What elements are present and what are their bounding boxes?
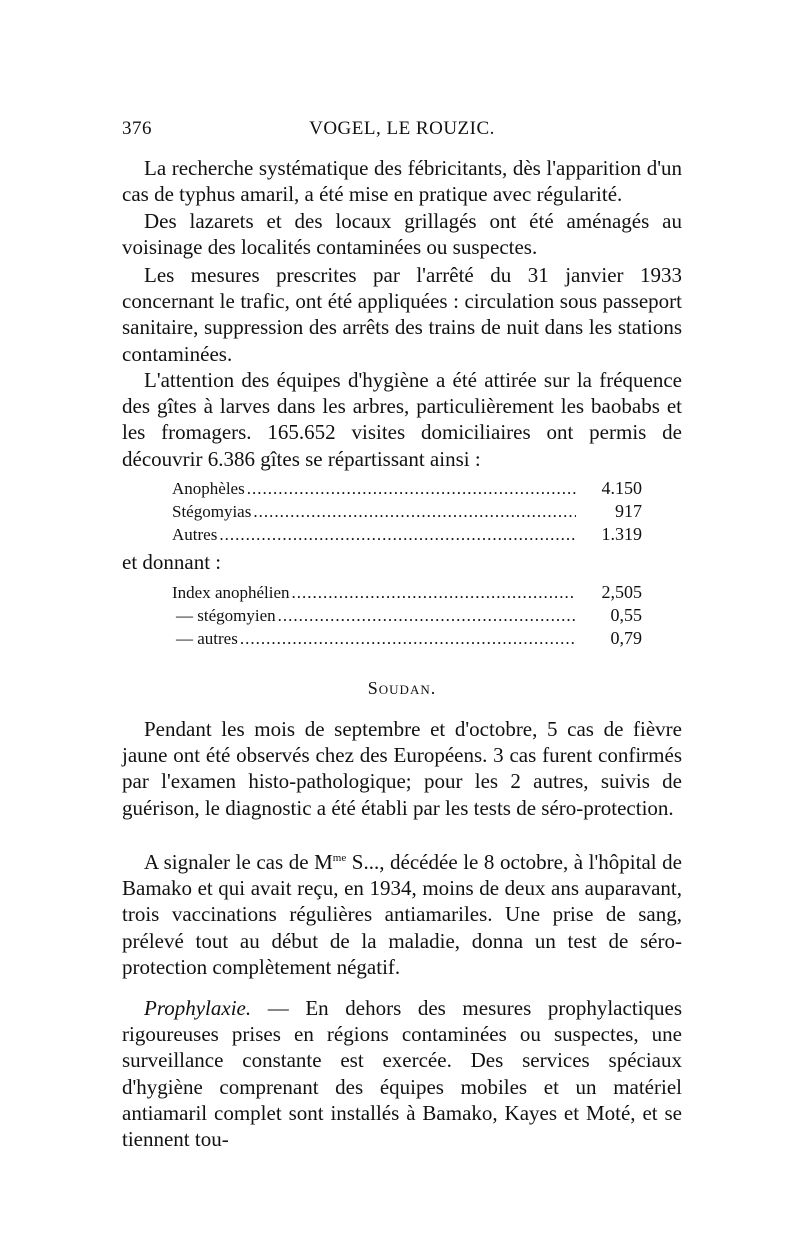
list-item	[172, 628, 642, 650]
page-number: 376	[122, 118, 152, 139]
paragraph-recherche: La recherche systématique des fébricitants, dès l'apparition d'un cas de typhus amaril, a été mise en pratique avec régularité.	[122, 156, 682, 207]
list-item	[172, 582, 642, 604]
list-item-label: Stégomyias	[172, 502, 252, 521]
gites-list	[172, 478, 642, 548]
list-item-value: 0,55	[610, 605, 642, 625]
leader-dots	[247, 479, 576, 499]
running-head: VOGEL, LE ROUZIC.	[309, 118, 495, 139]
list-item	[172, 501, 642, 523]
list-item	[172, 524, 642, 546]
leader-dots	[253, 502, 576, 522]
prophylaxie-lead: Prophylaxie.	[144, 996, 252, 1020]
paragraph-mesures: Les mesures prescrites par l'arrêté du 31 janvier 1933 concernant le trafic, ont été appliquées : circulation sous passeport sanitaire, suppression des arrêts des trains de nuit dans les stations contaminées.	[122, 263, 682, 366]
list-item-label: Index anophélien	[172, 583, 290, 602]
list-item-value: 2,505	[601, 582, 642, 602]
list-item-value: 4.150	[601, 478, 642, 498]
paragraph-signaler-start: A signaler le cas de M	[144, 850, 333, 874]
superscript: me	[332, 852, 347, 864]
leader-dots	[292, 583, 576, 603]
list-item-label: — autres	[176, 629, 238, 648]
index-list	[172, 582, 642, 652]
list-item-value: 917	[615, 501, 642, 521]
leader-dots	[219, 525, 576, 545]
list-item	[172, 605, 642, 627]
paragraph-attention: L'attention des équipes d'hygiène a été attirée sur la fréquence des gîtes à larves dans les arbres, particulièrement les baobabs et les fromagers. 165.652 visites domiciliaires ont permis de découvrir 6.386 gîtes se répartissant ainsi :	[122, 368, 682, 471]
list-item-label: — stégomyien	[176, 606, 276, 625]
paragraph-prophylaxie	[122, 995, 682, 1152]
et-donnant-text: et donnant :	[122, 550, 222, 574]
list-item	[172, 478, 642, 500]
page-header	[122, 118, 682, 144]
paragraph-lazarets: Des lazarets et des locaux grillagés ont été aménagés au voisinage des localités contaminées ou suspectes.	[122, 209, 682, 260]
list-item-label: Autres	[172, 525, 218, 544]
list-item-label: Anophèles	[172, 479, 245, 498]
paragraph-signaler-rest: S..., décédée le 8 octobre, à l'hôpital de Bamako et qui avait reçu, en 1934, moins de deux ans auparavant, trois vaccinations régulières antiamariles. Une prise de sang, prélevé tout au début de la maladie, donna un test de séro-protection complètement négatif.	[122, 850, 682, 979]
leader-dots	[278, 606, 576, 626]
list-item-value: 0,79	[610, 628, 642, 648]
section-title: Soudan.	[367, 678, 437, 698]
leader-dots	[240, 629, 576, 649]
paragraph-pendant: Pendant les mois de septembre et d'octobre, 5 cas de fièvre jaune ont été observés chez des Européens. 3 cas furent confirmés par l'examen histo-pathologique; pour les 2 autres, suivis de guérison, le diagnostic a été établi par les tests de séro-protection.	[122, 717, 682, 820]
prophylaxie-body: — En dehors des mesures prophylactiques rigoureuses prises en régions contaminées ou suspectes, une surveillance constante est exercée. Des services spéciaux d'hygiène comprenant des équipes mobiles et un matériel antiamaril complet sont installés à Bamako, Kayes et Moté, et se tiennent tou-	[122, 996, 682, 1152]
list-item-value: 1.319	[601, 524, 642, 544]
paragraph-signaler	[122, 849, 682, 980]
